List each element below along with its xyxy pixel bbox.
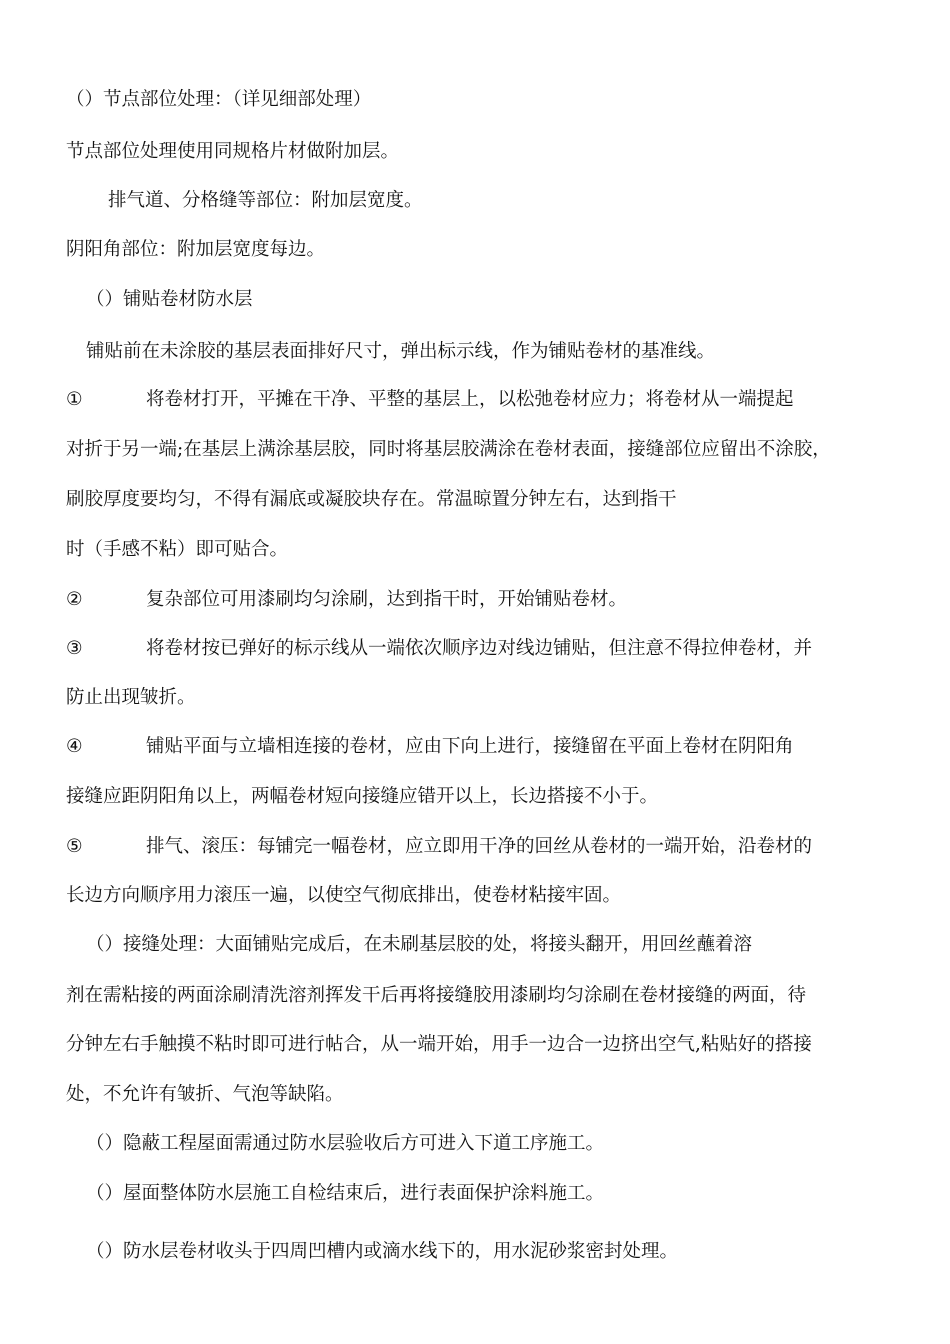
step-number-3: ③ — [66, 638, 83, 659]
paragraph-line: 刷胶厚度要均匀，不得有漏底或凝胶块存在。常温晾置分钟左右，达到指干 — [66, 489, 677, 510]
paragraph-line: 剂在需粘接的两面涂刷清洗溶剂挥发干后再将接缝胶用漆刷均匀涂刷在卷材接缝的两面，待 — [66, 985, 807, 1006]
paragraph-line: 将卷材按已弹好的标示线从一端依次顺序边对线边铺贴，但注意不得拉伸卷材，并 — [146, 638, 813, 659]
paragraph-line: 防止出现皱折。 — [66, 687, 196, 708]
paragraph-line: 处，不允许有皱折、气泡等缺陷。 — [66, 1084, 344, 1105]
section-heading-edge-seal: （）防水层卷材收头于四周凹槽内或滴水线下的，用水泥砂浆密封处理。 — [86, 1241, 679, 1262]
step-number-2: ② — [66, 589, 83, 610]
paragraph-line: 接缝应距阴阳角以上，两幅卷材短向接缝应错开以上，长边搭接不小于。 — [66, 786, 659, 807]
section-heading-concealed: （）隐蔽工程屋面需通过防水层验收后方可进入下道工序施工。 — [86, 1133, 605, 1154]
paragraph-line: 排气、滚压：每铺完一幅卷材，应立即用干净的回丝从卷材的一端开始，沿卷材的 — [146, 836, 813, 857]
paragraph-line: 阴阳角部位：附加层宽度每边。 — [66, 239, 326, 260]
paragraph-line: 将卷材打开，平摊在干净、平整的基层上，以松弛卷材应力；将卷材从一端提起 — [146, 389, 794, 410]
section-heading-seam: （）接缝处理：大面铺贴完成后，在未刷基层胶的处，将接头翻开，用回丝蘸着溶 — [86, 934, 753, 955]
paragraph-line: 复杂部位可用漆刷均匀涂刷，达到指干时，开始铺贴卷材。 — [146, 589, 628, 610]
step-number-1: ① — [66, 389, 83, 410]
paragraph-line: 长边方向顺序用力滚压一遍，以使空气彻底排出，使卷材粘接牢固。 — [66, 885, 622, 906]
paragraph-line: 排气道、分格缝等部位：附加层宽度。 — [108, 190, 423, 211]
paragraph-line: 铺贴平面与立墙相连接的卷材，应由下向上进行，接缝留在平面上卷材在阴阳角 — [146, 736, 794, 757]
paragraph-line: 时（手感不粘）即可贴合。 — [66, 539, 289, 560]
paragraph-line: 铺贴前在未涂胶的基层表面排好尺寸，弹出标示线，作为铺贴卷材的基准线。 — [86, 341, 716, 362]
section-heading-node-treatment: （）节点部位处理：（详见细部处理） — [66, 89, 372, 110]
paragraph-line: 对折于另一端;在基层上满涂基层胶，同时将基层胶满涂在卷材表面，接缝部位应留出不涂胶， — [66, 439, 831, 460]
step-number-4: ④ — [66, 736, 83, 757]
step-number-5: ⑤ — [66, 836, 83, 857]
paragraph-line: 节点部位处理使用同规格片材做附加层。 — [66, 141, 400, 162]
paragraph-line: 分钟左右手触摸不粘时即可进行帖合，从一端开始，用手一边合一边挤出空气,粘贴好的搭接 — [66, 1034, 812, 1055]
section-heading-self-check: （）屋面整体防水层施工自检结束后，进行表面保护涂料施工。 — [86, 1183, 605, 1204]
section-heading-membrane: （）铺贴卷材防水层 — [86, 289, 253, 310]
